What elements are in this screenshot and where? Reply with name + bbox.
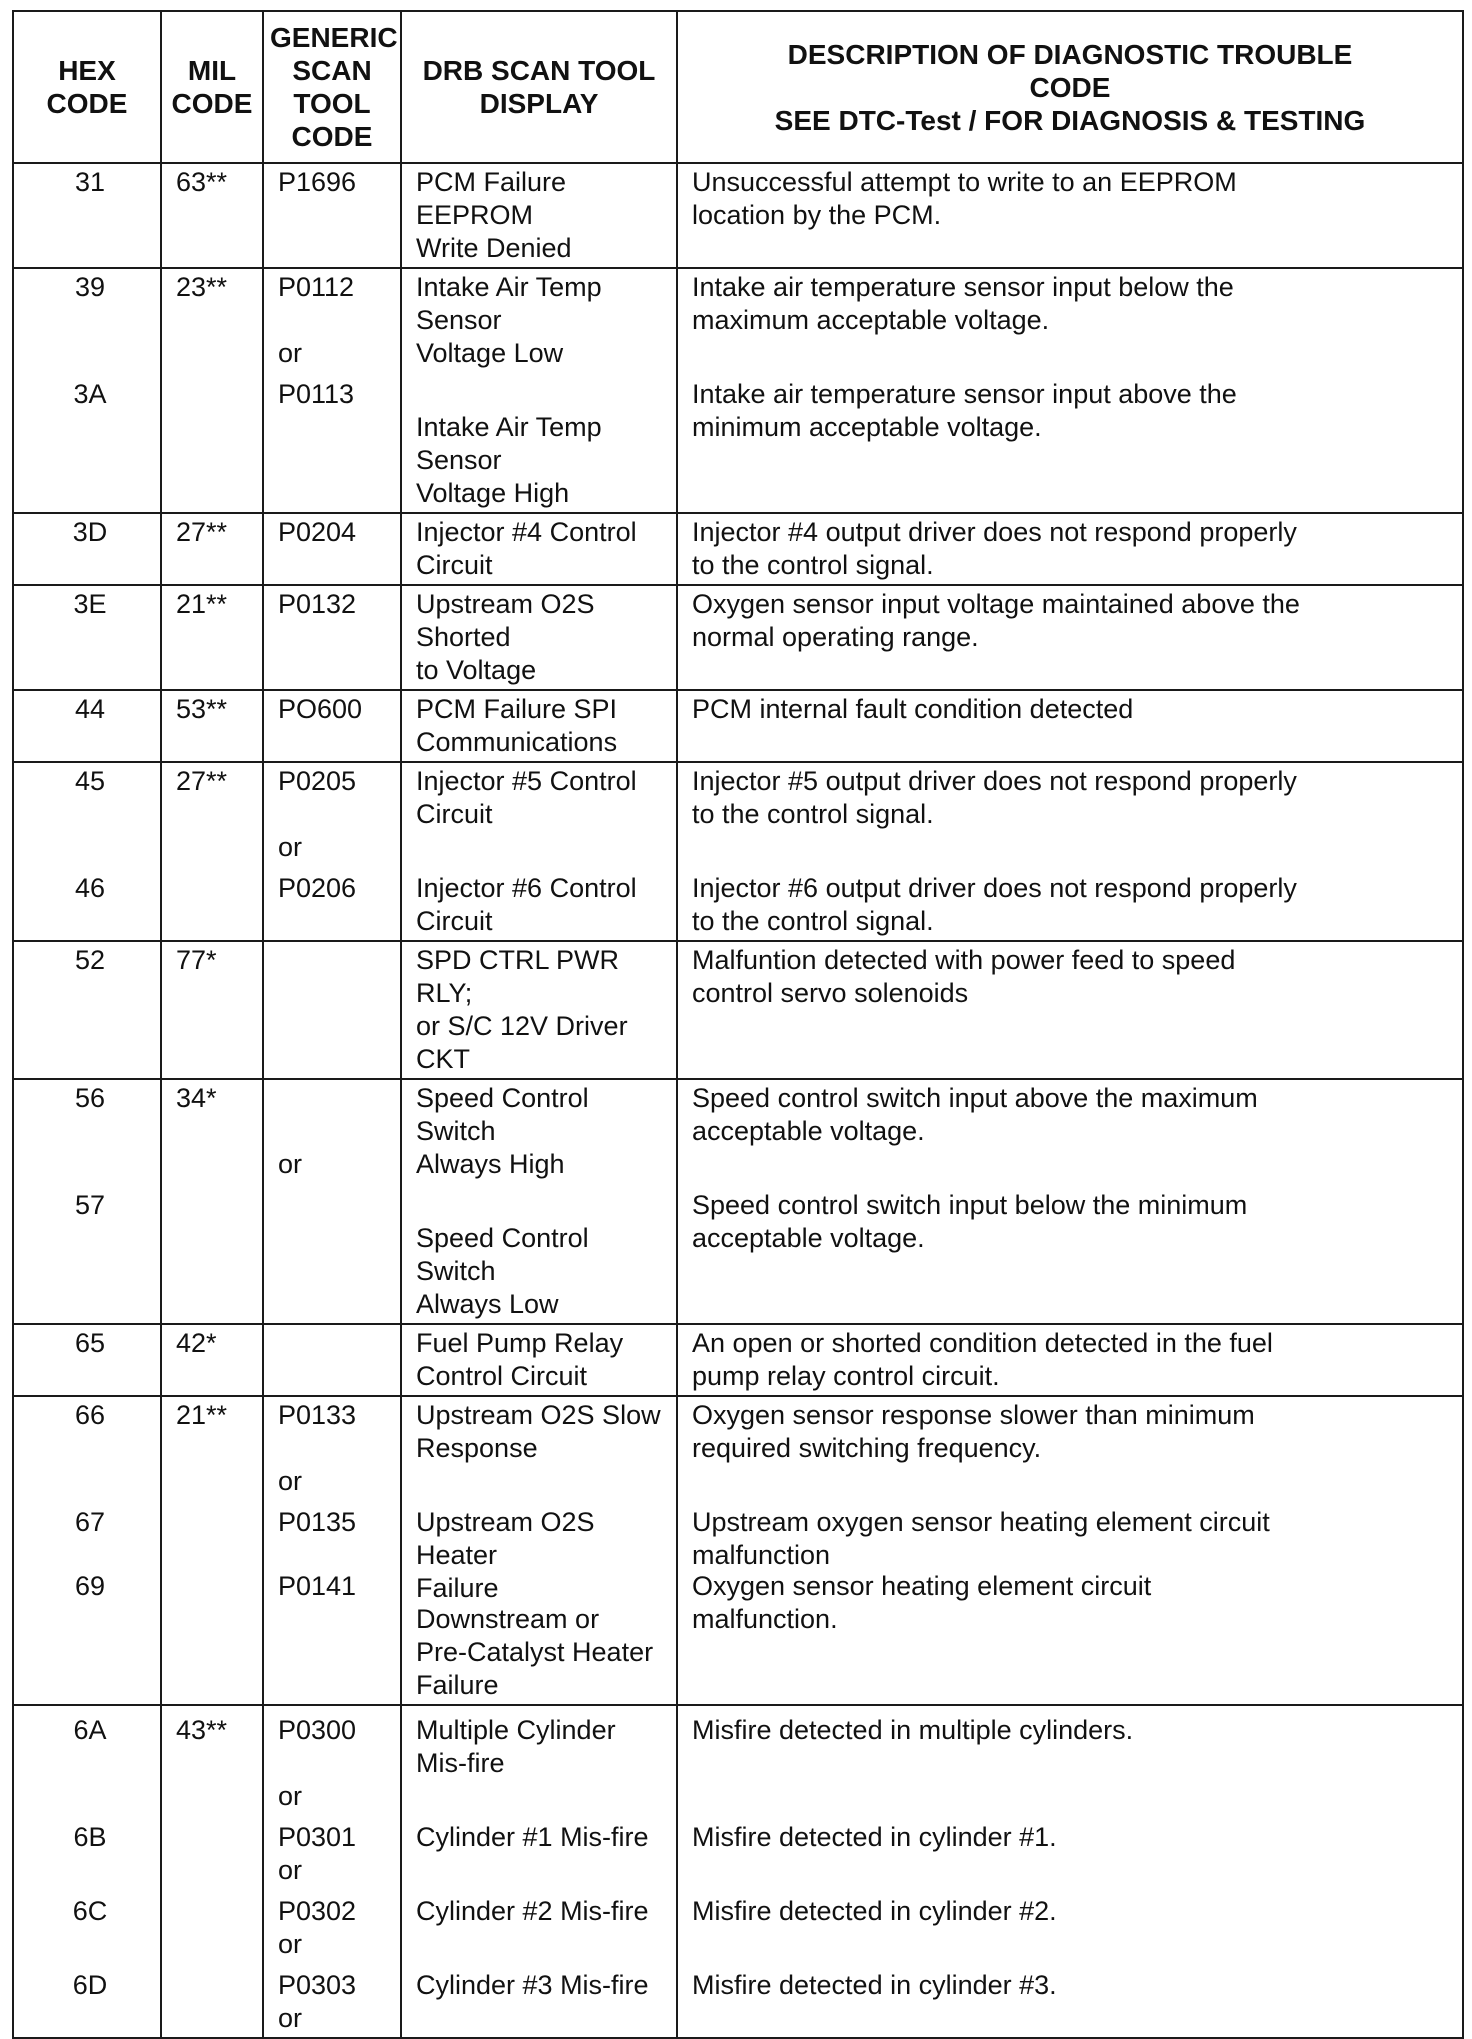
header-drb-display: DRB SCAN TOOL DISPLAY [401,11,677,163]
generic-cell: P0205 or P0206 [263,762,401,941]
description-cell: Oxygen sensor response slower than minimum required switching frequency. Upstream oxygen sensor heating element circuit malfunction Oxygen sensor heating element circuit malfunction. [677,1396,1463,1705]
mil-cell: 42* [161,1324,263,1396]
hex-cell: 65 [13,1324,161,1396]
hex-cell: 52 [13,941,161,1079]
table-row [13,1079,1463,1324]
header-generic-scan-tool-code: GENERIC SCAN TOOL CODE [263,11,401,163]
drb-cell: Upstream O2S Slow Response Upstream O2S Heater Failure Downstream or Pre-Catalyst Heater Failure [401,1396,677,1705]
header-description: DESCRIPTION OF DIAGNOSTIC TROUBLE CODE SEE DTC-Test / FOR DIAGNOSIS & TESTING [677,11,1463,163]
description-cell: Injector #4 output driver does not respond properly to the control signal. [677,513,1463,585]
description-cell: Misfire detected in multiple cylinders. Misfire detected in cylinder #1. Misfire detected in cylinder #2. Misfire detected in cylinder #3. [677,1705,1463,2038]
drb-cell: Intake Air Temp Sensor Voltage Low Intake Air Temp Sensor Voltage High [401,268,677,513]
mil-cell: 77* [161,941,263,1079]
table-row [13,690,1463,762]
table-row [13,1396,1463,1705]
table-row [13,1705,1463,2038]
drb-cell: Injector #5 Control Circuit Injector #6 Control Circuit [401,762,677,941]
table-row [13,585,1463,690]
generic-cell [263,941,401,1079]
hex-cell: 56 57 [13,1079,161,1324]
description-cell: Injector #5 output driver does not respond properly to the control signal. Injector #6 output driver does not respond properly to the control signal. [677,762,1463,941]
generic-cell: P0112 or P0113 [263,268,401,513]
drb-cell: Fuel Pump Relay Control Circuit [401,1324,677,1396]
table-row [13,513,1463,585]
mil-cell: 23** [161,268,263,513]
mil-cell: 43** [161,1705,263,2038]
dtc-table [12,10,1464,2039]
mil-cell: 21** [161,585,263,690]
table-row [13,268,1463,513]
hex-cell: 66 67 69 [13,1396,161,1705]
drb-cell: SPD CTRL PWR RLY; or S/C 12V Driver CKT [401,941,677,1079]
generic-cell: or [263,1079,401,1324]
mil-cell: 27** [161,762,263,941]
hex-cell: 3E [13,585,161,690]
mil-cell: 21** [161,1396,263,1705]
description-cell: Unsuccessful attempt to write to an EEPROM location by the PCM. [677,163,1463,268]
description-cell: Malfuntion detected with power feed to speed control servo solenoids [677,941,1463,1079]
mil-cell: 53** [161,690,263,762]
generic-cell: P0300 or P0301 or P0302 or P0303 or [263,1705,401,2038]
hex-cell: 45 46 [13,762,161,941]
generic-cell: PO600 [263,690,401,762]
mil-cell: 63** [161,163,263,268]
generic-cell [263,1324,401,1396]
table-row [13,941,1463,1079]
drb-cell: Injector #4 Control Circuit [401,513,677,585]
drb-cell: Upstream O2S Shorted to Voltage [401,585,677,690]
mil-cell: 27** [161,513,263,585]
generic-cell: P0204 [263,513,401,585]
description-cell: PCM internal fault condition detected [677,690,1463,762]
drb-cell: Speed Control Switch Always High Speed Control Switch Always Low [401,1079,677,1324]
hex-cell: 31 [13,163,161,268]
hex-cell: 44 [13,690,161,762]
header-row [13,11,1463,163]
table-row [13,1324,1463,1396]
description-cell: Oxygen sensor input voltage maintained above the normal operating range. [677,585,1463,690]
drb-cell: Multiple Cylinder Mis-fire Cylinder #1 Mis-fire Cylinder #2 Mis-fire Cylinder #3 Mis-fire [401,1705,677,2038]
description-cell: An open or shorted condition detected in the fuel pump relay control circuit. [677,1324,1463,1396]
table-row [13,163,1463,268]
drb-cell: PCM Failure SPI Communications [401,690,677,762]
hex-cell: 6A 6B 6C 6D [13,1705,161,2038]
header-hex-code: HEX CODE [13,11,161,163]
generic-cell: P0133 or P0135 P0141 [263,1396,401,1705]
table-row [13,762,1463,941]
generic-cell: P1696 [263,163,401,268]
header-mil-code: MIL CODE [161,11,263,163]
hex-cell: 39 3A [13,268,161,513]
generic-cell: P0132 [263,585,401,690]
mil-cell: 34* [161,1079,263,1324]
description-cell: Intake air temperature sensor input below the maximum acceptable voltage. Intake air temperature sensor input above the minimum acceptable voltage. [677,268,1463,513]
description-cell: Speed control switch input above the maximum acceptable voltage. Speed control switch input below the minimum acceptable voltage. [677,1079,1463,1324]
drb-cell: PCM Failure EEPROM Write Denied [401,163,677,268]
hex-cell: 3D [13,513,161,585]
